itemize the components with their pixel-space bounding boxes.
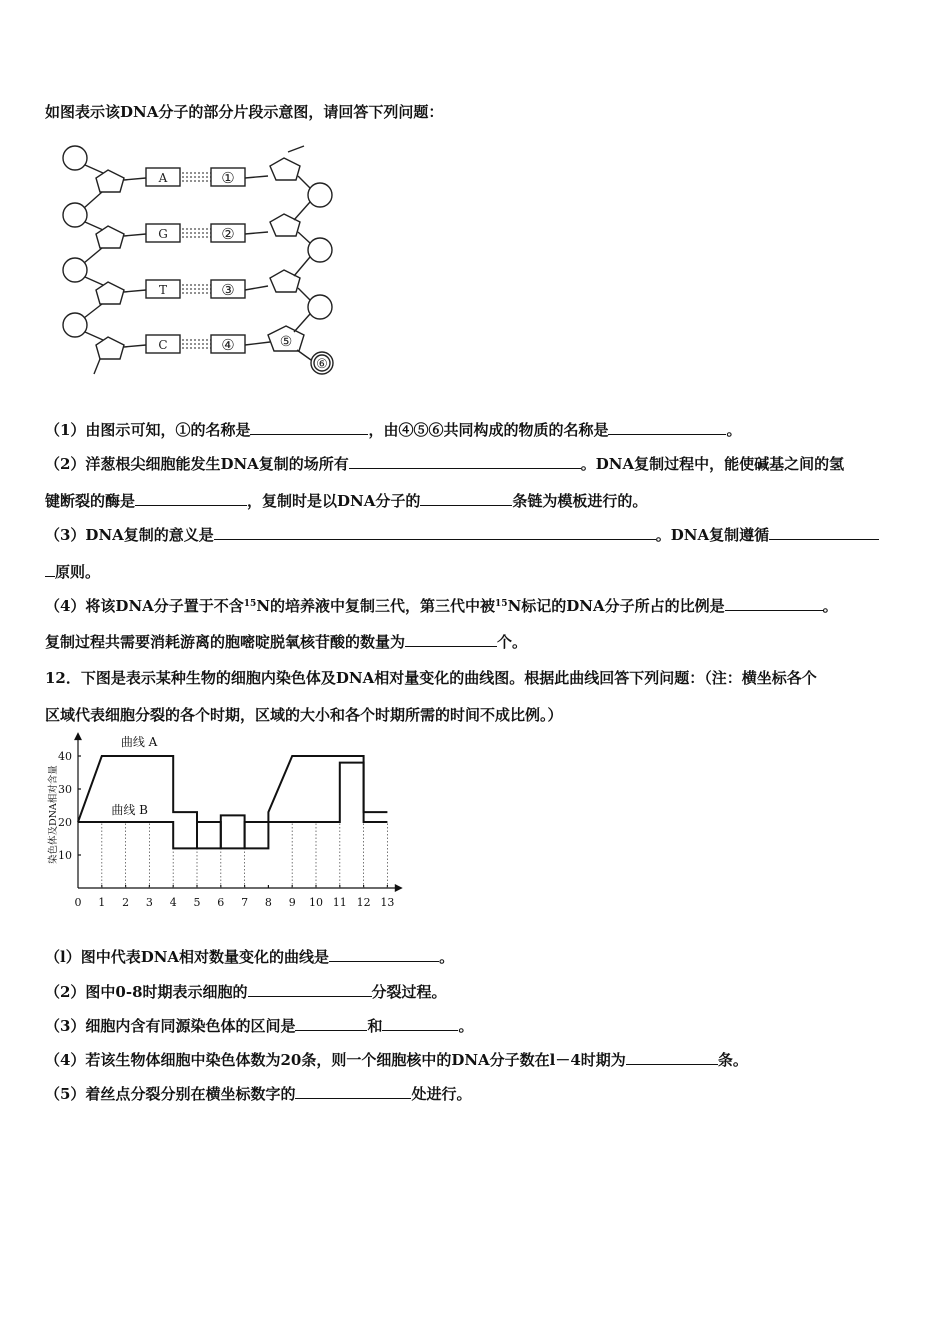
phosphate-right-2 (308, 238, 332, 262)
curve-a-label: 曲线 A (120, 735, 158, 750)
x-tick-label: 6 (217, 896, 225, 909)
y-tick-label: 40 (58, 750, 72, 763)
question-2-line-1: （2）洋葱根尖细胞能发生DNA复制的场所有 。DNA复制过程中，能使碱基之间的氢 (45, 455, 845, 473)
question-2-line-2: 键断裂的酶是 ，复制时是以DNA分子的 条链为模板进行的。 (45, 492, 648, 510)
dna-diagram (58, 140, 348, 380)
x-tick-label: 3 (145, 896, 153, 909)
subquestion-1: （l）图中代表DNA相对数量变化的曲线是 。 (45, 948, 455, 966)
answer-blank[interactable] (329, 947, 439, 962)
base-c: C (158, 338, 168, 352)
y-axis-label: 染色体及DNA相对含量 (48, 765, 59, 864)
y-tick-label: 10 (58, 849, 72, 862)
phosphate-right-1 (308, 183, 332, 207)
question-1: （1）由图示可知，①的名称是 ，由④⑤⑥共同构成的物质的名称是 。 (45, 421, 742, 439)
y-axis-arrow (75, 734, 81, 740)
x-tick-label: 8 (264, 896, 272, 909)
answer-blank[interactable] (250, 420, 368, 435)
answer-blank[interactable] (214, 525, 656, 540)
phosphate-left-2 (63, 203, 87, 227)
phosphate-left-3 (63, 258, 87, 282)
answer-blank[interactable] (725, 596, 823, 611)
x-tick-label: 9 (288, 896, 296, 909)
subquestion-2: （2）图中0-8时期表示细胞的 分裂过程。 (45, 983, 447, 1001)
label-five: ⑤ (279, 334, 293, 350)
sugar-left-4 (96, 337, 124, 359)
x-tick-label: 11 (332, 896, 347, 909)
answer-blank[interactable] (248, 982, 372, 997)
x-tick-label: 1 (98, 896, 106, 909)
intro-text: 如图表示该DNA分子的部分片段示意图，请回答下列问题： (45, 103, 444, 121)
subquestion-5: （5）着丝点分裂分别在横坐标数字的 处进行。 (45, 1085, 472, 1103)
sugar-right-1 (270, 158, 300, 180)
x-tick-label: 0 (74, 896, 82, 909)
phosphate-left-4 (63, 313, 87, 337)
answer-blank[interactable] (349, 454, 581, 469)
y-tick-label: 20 (58, 816, 72, 829)
question-12-line-1: 12．下图是表示某种生物的细胞内染色体及DNA相对量变化的曲线图。根据此曲线回答下列问题：（注：横坐标各个 (45, 669, 817, 687)
answer-blank[interactable] (135, 491, 247, 506)
label-six: ⑥ (316, 357, 328, 372)
base-a: A (158, 171, 168, 185)
x-tick-label: 12 (356, 896, 371, 909)
base-partner-1: ① (221, 169, 235, 187)
question-3-line-1: （3）DNA复制的意义是 。DNA复制遵循 (45, 525, 879, 545)
x-tick-label: 10 (309, 896, 323, 909)
answer-blank[interactable] (295, 1016, 367, 1031)
base-partner-4: ④ (221, 336, 235, 354)
answer-blank[interactable] (405, 632, 497, 647)
x-tick-label: 7 (241, 896, 249, 909)
y-tick-label: 30 (58, 783, 72, 796)
answer-blank[interactable] (420, 491, 512, 506)
question-4-line-2: 复制过程共需要消耗游离的胞嘧啶脱氧核苷酸的数量为 个。 (45, 633, 528, 651)
answer-blank[interactable] (769, 525, 879, 540)
chromosome-dna-chart (40, 735, 395, 918)
phosphate-right-3 (308, 295, 332, 319)
question-4-line-1: （4）将该DNA分子置于不含$^{15}$N的培养液中复制三代，第三代中被$^{15}$N标记的DNA分子所占的比例是 。 (45, 597, 838, 615)
answer-blank[interactable] (626, 1050, 718, 1065)
sugar-left-3 (96, 282, 124, 304)
x-axis-arrow (395, 885, 401, 891)
base-g: G (158, 227, 168, 241)
answer-blank[interactable] (295, 1084, 411, 1099)
x-tick-label: 5 (193, 896, 201, 909)
answer-blank[interactable] (45, 562, 55, 577)
base-t: T (158, 283, 168, 297)
question-12-line-2: 区域代表细胞分裂的各个时期，区域的大小和各个时期所需的时间不成比例。） (45, 706, 563, 724)
base-partner-3: ③ (221, 281, 235, 299)
subquestion-4: （4）若该生物体细胞中染色体数为20条，则一个细胞核中的DNA分子数在l－4时期为 条。 (45, 1051, 748, 1069)
answer-blank[interactable] (382, 1016, 458, 1031)
x-tick-label: 2 (122, 896, 130, 909)
question-3-line-2: 原则。 (45, 562, 100, 582)
base-partner-2: ② (221, 225, 235, 243)
curve-b-label: 曲线 B (111, 802, 148, 817)
subquestion-3: （3）细胞内含有同源染色体的区间是 和 。 (45, 1017, 474, 1035)
answer-blank[interactable] (608, 420, 726, 435)
x-tick-label: 13 (380, 896, 395, 909)
sugar-left-1 (96, 170, 124, 192)
x-tick-label: 4 (169, 896, 177, 909)
phosphate-left-1 (63, 146, 87, 170)
